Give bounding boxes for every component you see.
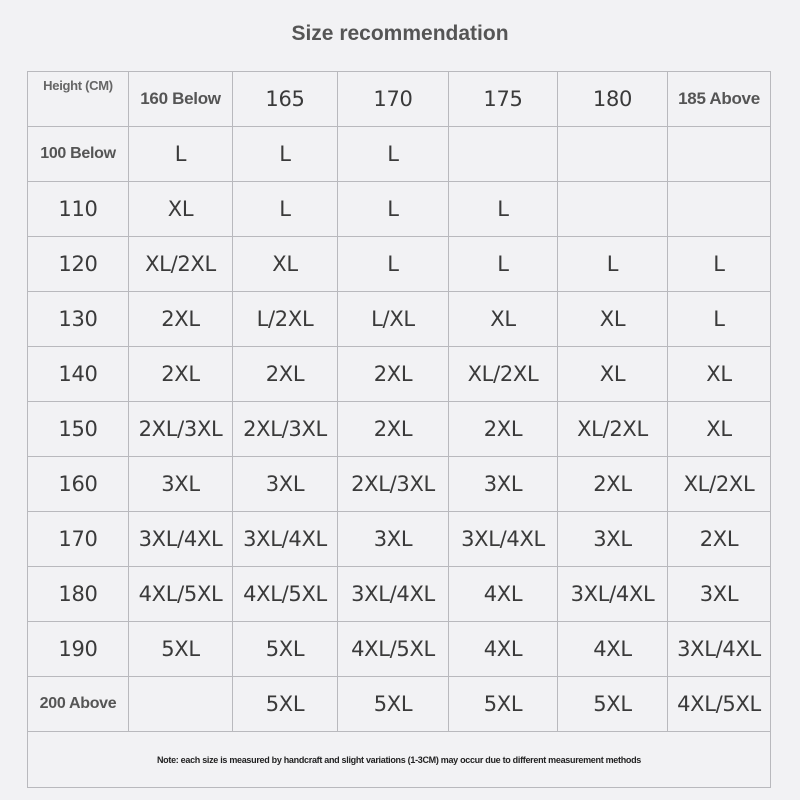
size-cell — [668, 127, 771, 182]
height-header-cell: 185 Above — [668, 72, 771, 127]
size-cell — [558, 182, 668, 237]
size-cell: 3XL/4XL — [558, 567, 668, 622]
size-cell: XL/2XL — [449, 347, 558, 402]
size-cell: 5XL — [558, 677, 668, 732]
size-cell: 3XL — [558, 512, 668, 567]
size-cell: L/2XL — [233, 292, 338, 347]
size-cell: XL — [558, 347, 668, 402]
size-cell: L — [338, 237, 449, 292]
size-cell: 5XL — [233, 677, 338, 732]
size-cell — [129, 677, 233, 732]
size-cell: 4XL/5XL — [668, 677, 771, 732]
size-cell: 2XL — [129, 347, 233, 402]
height-header-row — [28, 72, 771, 127]
weight-label-cell: 140 — [28, 347, 129, 402]
measurement-note: Note: each size is measured by handcraft and slight variations (1-3CM) may occur due to different measurement methods — [28, 732, 771, 788]
table-row — [28, 457, 771, 512]
size-cell: XL/2XL — [129, 237, 233, 292]
size-cell: 2XL — [558, 457, 668, 512]
table-row — [28, 292, 771, 347]
note-row — [28, 732, 771, 788]
size-cell: 2XL/3XL — [129, 402, 233, 457]
size-table-body — [28, 72, 771, 732]
table-row — [28, 402, 771, 457]
size-cell: XL — [558, 292, 668, 347]
size-cell: L — [129, 127, 233, 182]
size-cell: L/XL — [338, 292, 449, 347]
size-cell: 5XL — [129, 622, 233, 677]
weight-label-cell: 150 — [28, 402, 129, 457]
height-header-cell: 165 — [233, 72, 338, 127]
weight-label-cell: 180 — [28, 567, 129, 622]
page-title: Size recommendation — [291, 22, 509, 45]
table-row — [28, 347, 771, 402]
weight-label-cell: 190 — [28, 622, 129, 677]
size-cell: 2XL — [668, 512, 771, 567]
size-cell: L — [449, 182, 558, 237]
height-header-cell: 170 — [338, 72, 449, 127]
size-cell: 3XL/4XL — [338, 567, 449, 622]
size-cell: XL — [129, 182, 233, 237]
size-cell: L — [338, 182, 449, 237]
size-cell: L — [668, 292, 771, 347]
size-cell: XL — [233, 237, 338, 292]
size-cell: 2XL — [129, 292, 233, 347]
size-cell: L — [233, 182, 338, 237]
size-cell: XL — [668, 402, 771, 457]
size-cell: 4XL — [449, 622, 558, 677]
size-cell: 3XL — [338, 512, 449, 567]
size-cell: 5XL — [449, 677, 558, 732]
size-table — [27, 71, 771, 788]
height-header-cell: 180 — [558, 72, 668, 127]
height-header-cell: 175 — [449, 72, 558, 127]
size-cell: XL — [668, 347, 771, 402]
table-row — [28, 182, 771, 237]
table-row — [28, 512, 771, 567]
size-cell: 3XL/4XL — [668, 622, 771, 677]
size-cell: 3XL/4XL — [129, 512, 233, 567]
size-cell: 2XL/3XL — [338, 457, 449, 512]
size-cell: 2XL — [338, 402, 449, 457]
size-cell — [449, 127, 558, 182]
size-cell: L — [558, 237, 668, 292]
weight-label-cell: 110 — [28, 182, 129, 237]
size-cell: 2XL/3XL — [233, 402, 338, 457]
weight-label-cell: 170 — [28, 512, 129, 567]
size-cell: 2XL — [233, 347, 338, 402]
size-cell: XL/2XL — [558, 402, 668, 457]
size-cell: 4XL — [449, 567, 558, 622]
size-cell: 3XL/4XL — [233, 512, 338, 567]
size-cell: 3XL — [129, 457, 233, 512]
size-cell: 2XL — [338, 347, 449, 402]
size-cell: L — [449, 237, 558, 292]
size-cell: 5XL — [338, 677, 449, 732]
size-cell — [668, 182, 771, 237]
weight-label-cell: 100 Below — [28, 127, 129, 182]
size-cell: 4XL/5XL — [338, 622, 449, 677]
size-cell: L — [338, 127, 449, 182]
size-cell: XL/2XL — [668, 457, 771, 512]
size-cell: 3XL — [668, 567, 771, 622]
size-cell — [558, 127, 668, 182]
size-cell: 3XL — [449, 457, 558, 512]
table-row — [28, 127, 771, 182]
table-row — [28, 567, 771, 622]
corner-label: Height (CM) — [28, 72, 129, 127]
weight-label-cell: 120 — [28, 237, 129, 292]
height-header-cell: 160 Below — [129, 72, 233, 127]
size-cell: L — [668, 237, 771, 292]
size-cell: L — [233, 127, 338, 182]
size-cell: 2XL — [449, 402, 558, 457]
weight-label-cell: 160 — [28, 457, 129, 512]
size-cell: 5XL — [233, 622, 338, 677]
size-cell: XL — [449, 292, 558, 347]
size-cell: 4XL/5XL — [129, 567, 233, 622]
size-cell: 3XL/4XL — [449, 512, 558, 567]
table-row — [28, 677, 771, 732]
size-cell: 4XL — [558, 622, 668, 677]
weight-label-cell: 130 — [28, 292, 129, 347]
table-row — [28, 622, 771, 677]
table-row — [28, 237, 771, 292]
weight-label-cell: 200 Above — [28, 677, 129, 732]
size-cell: 3XL — [233, 457, 338, 512]
size-cell: 4XL/5XL — [233, 567, 338, 622]
